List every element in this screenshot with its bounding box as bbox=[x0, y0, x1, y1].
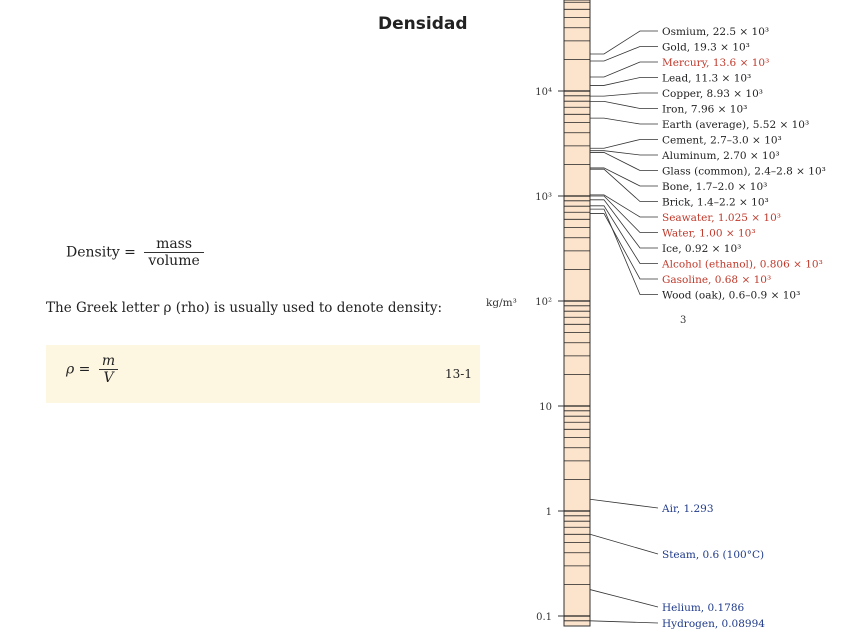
material-leader bbox=[590, 101, 658, 108]
material-label: Seawater, 1.025 × 10³ bbox=[662, 212, 781, 224]
material-label: Gold, 19.3 × 10³ bbox=[662, 41, 750, 54]
material-leader bbox=[590, 62, 658, 77]
material-leader bbox=[590, 209, 658, 294]
scale-tick-label: 10⁴ bbox=[535, 87, 552, 98]
material-label: Wood (oak), 0.6–0.9 × 10³ bbox=[662, 289, 801, 302]
scale-stray-mark: 3 bbox=[680, 315, 687, 326]
material-label: Hydrogen, 0.08994 bbox=[662, 618, 765, 630]
material-label: Water, 1.00 × 10³ bbox=[662, 227, 756, 240]
material-label: Earth (average), 5.52 × 10³ bbox=[662, 119, 810, 131]
material-leader bbox=[590, 534, 658, 554]
equation-denominator: V bbox=[103, 370, 114, 386]
scale-tick-label: 10³ bbox=[535, 192, 552, 203]
equation-number: 13-1 bbox=[445, 367, 472, 381]
equation-lhs: ρ = bbox=[66, 361, 91, 378]
scale-tick-label: 10 bbox=[539, 402, 552, 413]
material-label: Cement, 2.7–3.0 × 10³ bbox=[662, 134, 782, 147]
greek-letter-note: The Greek letter ρ (rho) is usually used to denote density: bbox=[46, 300, 443, 316]
material-label: Osmium, 22.5 × 10³ bbox=[662, 26, 770, 38]
density-lhs: Density = bbox=[66, 244, 136, 261]
scale-tick-label: 10² bbox=[535, 297, 552, 308]
density-denominator: volume bbox=[148, 253, 200, 269]
material-label: Mercury, 13.6 × 10³ bbox=[662, 57, 770, 69]
material-label: Bone, 1.7–2.0 × 10³ bbox=[662, 181, 768, 193]
material-leader bbox=[590, 151, 658, 155]
scale-tick-label: 0.1 bbox=[536, 612, 552, 623]
density-numerator: mass bbox=[144, 236, 203, 253]
material-label: Steam, 0.6 (100°C) bbox=[662, 549, 765, 561]
material-leader bbox=[590, 78, 658, 86]
material-label: Helium, 0.1786 bbox=[662, 602, 745, 614]
material-label: Brick, 1.4–2.2 × 10³ bbox=[662, 196, 769, 209]
material-leader bbox=[590, 590, 658, 607]
equation-numerator: m bbox=[99, 353, 118, 370]
scale-bar bbox=[564, 0, 590, 626]
material-label: Iron, 7.96 × 10³ bbox=[662, 103, 748, 116]
material-label: Air, 1.293 bbox=[662, 503, 714, 515]
material-label: Lead, 11.3 × 10³ bbox=[662, 72, 752, 85]
material-label: Gasoline, 0.68 × 10³ bbox=[662, 274, 772, 286]
material-leader bbox=[590, 621, 658, 623]
scale-tick-label: 1 bbox=[545, 507, 552, 518]
material-leader bbox=[590, 93, 658, 96]
scale-unit-label: kg/m³ bbox=[486, 297, 517, 309]
material-leader bbox=[590, 206, 658, 264]
material-leader bbox=[590, 31, 658, 54]
material-label: Alcohol (ethanol), 0.806 × 10³ bbox=[662, 258, 823, 271]
material-label: Glass (common), 2.4–2.8 × 10³ bbox=[662, 165, 826, 178]
slide-title: Densidad bbox=[378, 14, 468, 34]
material-leader bbox=[590, 140, 658, 149]
material-leader bbox=[590, 214, 658, 279]
material-leader bbox=[590, 118, 658, 124]
material-leader bbox=[590, 499, 658, 508]
material-leader bbox=[590, 169, 658, 201]
material-label: Aluminum, 2.70 × 10³ bbox=[662, 150, 780, 162]
material-label: Copper, 8.93 × 10³ bbox=[662, 88, 763, 100]
material-label: Ice, 0.92 × 10³ bbox=[662, 243, 742, 255]
